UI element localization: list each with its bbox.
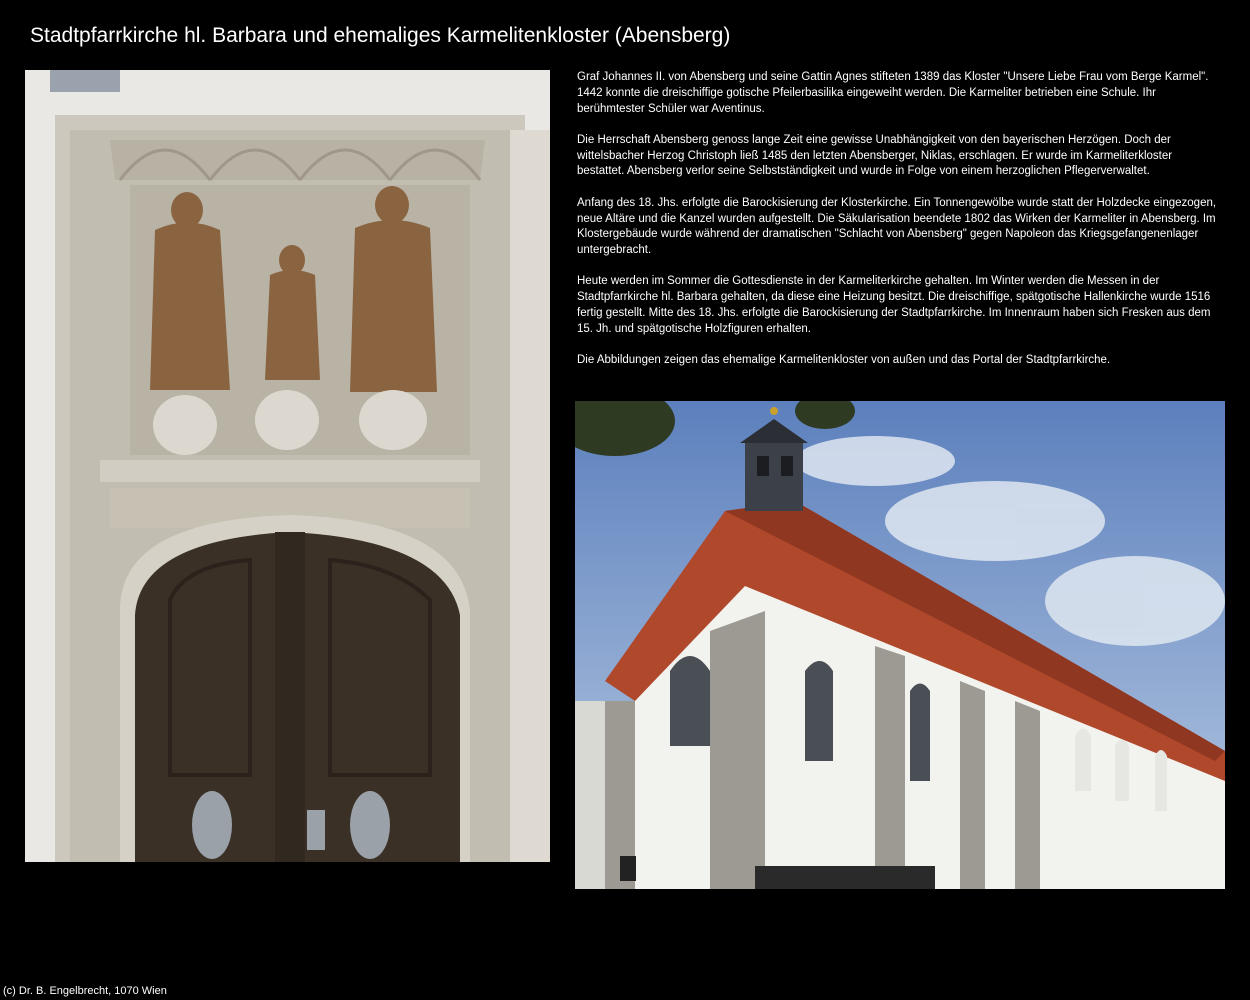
paragraph-3: Anfang des 18. Jhs. erfolgte die Barockisierung der Klosterkirche. Ein Tonnengewölbe wurde statt der Holzdecke eingezogen, neue Altäre und die Kanzel wurden aufgestellt. Die Säkularisation beendete 1802 das Wirken der Karmeliter in Abensberg. Im Klostergebäude wurde während der dramatischen "Schlacht von Abensberg" gegen Napoleon das Kriegsgefangenenlager untergebracht. — [577, 196, 1217, 257]
portal-photo — [25, 70, 550, 862]
page-title: Stadtpfarrkirche hl. Barbara und ehemaliges Karmelitenkloster (Abensberg) — [30, 24, 731, 47]
paragraph-5: Die Abbildungen zeigen das ehemalige Karmelitenkloster von außen und das Portal der Stadtpfarrkirche. — [577, 354, 1111, 367]
paragraph-4: Heute werden im Sommer die Gottesdienste in der Karmeliterkirche gehalten. Im Winter werden die Messen in der Stadtpfarrkirche hl. Barbara gehalten, da diese eine Heizung besitzt. Die dreischiffige, spätgotische Hallenkirche wurde 1516 fertig gestellt. Mitte des 18. Jhs. erfolgte die Barockisierung der Stadtpfarrkirche. Im Innenraum haben sich Fresken aus dem 15. Jh. und spätgotische Holzfiguren erhalten. — [577, 275, 1211, 335]
church-photo — [575, 401, 1225, 889]
paragraph-1: Graf Johannes II. von Abensberg und seine Gattin Agnes stifteten 1389 das Kloster "Unsere Liebe Frau vom Berge Karmel". 1442 konnte die dreischiffige gotische Pfeilerbasilika eingeweiht werden. Die Karmeliter betrieben eine Schule. Ihr berühmtester Schüler war Aventinus. — [577, 71, 1209, 115]
paragraph-2: Die Herrschaft Abensberg genoss lange Zeit eine gewisse Unabhängigkeit von den bayerischen Herzögen. Doch der wittelsbacher Herzog Christoph ließ 1485 den letzten Abensberger, Niklas, erschlagen. Er wurde im Karmeliterkloster bestattet. Abensberg verlor seine Selbstständigkeit und wurde in Folge von einem herzoglichen Pflegerverwaltet. — [577, 133, 1173, 178]
copyright-footer: (c) Dr. B. Engelbrecht, 1070 Wien — [3, 985, 167, 997]
description-text — [577, 70, 1217, 384]
